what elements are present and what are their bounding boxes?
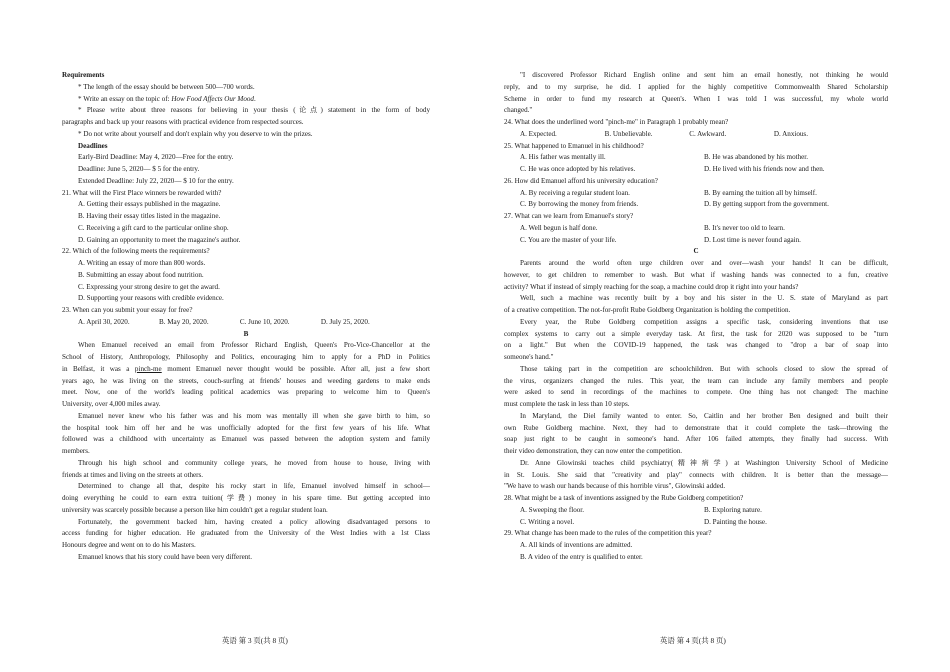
passage-c	[504, 258, 888, 493]
q23-option-a: A. April 30, 2020.	[78, 317, 130, 326]
requirement-item: paragraphs and back up your reasons with practical evidence from respected sources.	[62, 118, 304, 126]
q25-options-row-2	[504, 164, 888, 176]
deadlines-heading: Deadlines	[78, 141, 108, 150]
question-21-stem: 21. What will the First Place winners be rewarded with?	[62, 188, 222, 197]
right-page-column	[504, 70, 888, 564]
q27-option-d: D. Lost time is never found again.	[704, 235, 801, 244]
q26-options-row-2	[504, 199, 888, 211]
q29-option-b: B. A video of the entry is qualified to enter.	[520, 552, 643, 561]
section-b-heading: B	[243, 329, 249, 338]
q29-option-a: A. All kinds of inventions are admitted.	[520, 541, 633, 549]
requirement-item: * Do not write about yourself and don't explain why you deserve to win the prizes.	[78, 129, 313, 138]
q27-option-c: C. You are the master of your life.	[520, 235, 617, 244]
page-footer-left: 英语 第 3 页(共 8 页)	[222, 636, 288, 645]
question-25-stem: 25. What happened to Emanuel in his childhood?	[504, 141, 644, 150]
question-28-stem: 28. What might be a task of inventions assigned by the Rube Goldberg competition?	[504, 494, 744, 502]
q27-option-b: B. It's never too old to learn.	[704, 223, 785, 232]
q25-options-row-1	[504, 152, 888, 164]
underlined-word-pinch-me: pinch-me	[134, 364, 162, 373]
q21-option-c: C. Receiving a gift card to the particular online shop.	[78, 223, 229, 232]
q27-options-row-2	[504, 235, 888, 247]
left-page-column	[62, 70, 430, 564]
passage-line: School of History, Anthropology, Philosophy and Politics, encouraging him to apply for a PhD in Politics	[62, 353, 430, 361]
passage-line: Emanuel knows that his story could have been very different.	[78, 552, 253, 561]
passage-line: In Maryland, the Diel family wanted to enter. So, Caitlin and her brother Ben designed and built their	[520, 411, 888, 420]
q25-option-d: D. He lived with his friends now and then.	[704, 165, 825, 173]
q26-option-a: A. By receiving a regular student loan.	[520, 188, 630, 197]
passage-line: Scheme in order to fund my research at Queen's. When I was told I was successful, my whole world	[504, 94, 888, 103]
passage-line: Emanuel never knew who his father was and his mom was mentally ill when she gave birth to him, so	[78, 411, 430, 420]
passage-line: soap just right to be caught in someone's hand. After 106 failed attempts, they finally had success. With	[504, 435, 888, 444]
q22-option-d: D. Supporting your reasons with credible evidence.	[78, 294, 224, 303]
passage-line: must complete the task in less than 10 steps.	[504, 400, 630, 408]
question-23-stem: 23. When can you submit your essay for free?	[62, 306, 193, 314]
passage-line: the virus, organizers changed the rules. This year, the team can include any family members and people	[504, 376, 888, 385]
question-27-stem: 27. What can we learn from Emanuel's story?	[504, 212, 634, 220]
q28-options-row-2	[504, 517, 888, 529]
passage-line: Fortunately, the government backed him, having created a policy allowing disadvantaged persons to	[78, 517, 430, 526]
passage-line: "I discovered Professor Richard English online and sent him an email honestly, not thinking he would	[520, 71, 888, 79]
deadline-item: Deadline: June 5, 2020— $ 5 for the entry.	[78, 165, 200, 173]
passage-line: members.	[62, 447, 90, 455]
question-26-stem: 26. How did Emanuel afford his university education?	[504, 176, 658, 185]
q24-option-d: D. Anxious.	[773, 129, 808, 138]
q28-option-d: D. Painting the house.	[704, 517, 767, 526]
passage-line: however, to get children to remember to wash. But what if washing hands was connected to a fun, creative	[504, 270, 888, 279]
q26-option-c: C. By borrowing the money from friends.	[520, 200, 639, 209]
question-29-stem: 29. What change has been made to the rules of the competition this year?	[504, 529, 712, 538]
passage-line: activity? What if instead of simply reaching for the soap, a machine could drop it right into your hands?	[504, 282, 799, 291]
q28-option-c: C. Writing a novel.	[520, 517, 575, 526]
q21-option-d: D. Gaining an opportunity to meet the magazine's author.	[78, 235, 241, 244]
deadline-item: Early-Bird Deadline: May 4, 2020—Free for the entry.	[78, 153, 234, 162]
q24-options	[504, 129, 888, 141]
q24-option-b: B. Unbelievable.	[604, 129, 653, 138]
passage-line: of a creative competition. The not-for-profit Rube Goldberg Organization is holding the competition.	[504, 306, 791, 314]
q21-option-a: A. Getting their essays published in the magazine.	[78, 200, 221, 209]
passage-line: in St. Louis. She said that "creativity and play" connects with children. It is better than the message—	[504, 470, 888, 479]
section-c-heading: C	[693, 247, 699, 256]
passage-b-continued	[504, 70, 888, 117]
passage-line: someone's hand."	[504, 353, 554, 361]
q24-option-c: C. Awkward.	[689, 129, 727, 138]
q24-option-a: A. Expected.	[520, 129, 557, 138]
passage-line: When Emanuel received an email from Professor Richard English, Queen's Pro-Vice-Chancellor at the	[78, 341, 430, 350]
q26-option-b: B. By earning the tuition all by himself.	[704, 188, 817, 197]
question-24-stem: 24. What does the underlined word "pinch-me" in Paragraph 1 probably mean?	[504, 118, 729, 126]
q27-option-a: A. Well begun is half done.	[520, 223, 598, 232]
passage-line: Those taking part in the competition are schoolchildren. But with schools closed to slow the spread of	[520, 364, 888, 373]
passage-line: changed."	[504, 106, 533, 115]
passage-b	[62, 340, 430, 563]
q21-option-b: B. Having their essay titles listed in the magazine.	[78, 212, 221, 220]
q23-option-d: D. July 25, 2020.	[320, 317, 370, 326]
passage-line: on a light." But when the COVID-19 happened, the task was changed to "drop a bar of soap into	[504, 341, 888, 350]
passage-line: were asked to send in recordings of the machines to compete. One thing has not changed: The machine	[504, 388, 888, 397]
passage-line: years ago, he was living on the streets, couch-surfing at friends' houses and weeding gardens to make ends	[62, 376, 430, 385]
passage-line: Determined to change all that, despite his rocky start in life, Emanuel involved himself in school—	[78, 482, 430, 491]
passage-line: "We have to wash our hands because of this horrible virus", Glowinski added.	[504, 482, 726, 491]
passage-line: doing everything he could to earn extra tuition(学费) money in his spare time. But getting accepted into	[62, 494, 430, 502]
passage-line: Dr. Anne Glowinski teaches child psychiatry(精神病学) at Washington University School of Medicine	[520, 458, 888, 467]
passage-line: Through his high school and community college years, he moved from house to house, living with	[78, 458, 430, 467]
requirement-item: * The length of the essay should be between 500—700 words.	[78, 82, 255, 91]
essay-topic-title: How Food Affects Our Mood	[171, 94, 254, 103]
passage-line: Every year, the Rube Goldberg competition assigns a specific task, considering inventions that use	[520, 317, 888, 326]
requirement-item: * Write an essay on the topic of: How Food Affects Our Mood.	[78, 94, 256, 103]
passage-line: friends at times and living on the streets at others.	[62, 470, 204, 479]
q22-option-b: B. Submitting an essay about food nutrition.	[78, 270, 204, 279]
passage-line: the hospital took him off her and he was unofficially adopted for the first few years of his life. What	[62, 423, 430, 432]
q22-option-c: C. Expressing your strong desire to get the award.	[78, 282, 220, 291]
passage-line: meet. Now, one of the world's leading political academics was preparing to welcome him to Queen's	[62, 388, 430, 397]
passage-line: Parents around the world often urge children over and over—wash your hands! It can be difficult,	[520, 259, 888, 267]
q27-options-row-1	[504, 223, 888, 235]
q25-option-a: A. His father was mentally ill.	[520, 153, 606, 162]
passage-line: University, over 4,000 miles away.	[62, 400, 161, 408]
q26-options-row-1	[504, 188, 888, 200]
passage-line: Honours degree and went on to do his Masters.	[62, 541, 196, 549]
passage-line: access funding for higher education. He graduated from the University of the West Indies with a 1st Class	[62, 529, 430, 538]
requirement-item: * Please write about three reasons for believing in your thesis (论点) statement in the form of body	[78, 106, 430, 115]
q28-option-a: A. Sweeping the floor.	[520, 505, 585, 514]
passage-line: followed was a childhood with uncertainty as Emanuel was passed between the adoption system and family	[62, 435, 430, 444]
q26-option-d: D. By getting support from the government.	[704, 200, 829, 209]
q25-option-c: C. He was once adopted by his relatives.	[520, 165, 636, 173]
q25-option-b: B. He was abandoned by his mother.	[704, 153, 809, 162]
q28-options-row-1	[504, 505, 888, 517]
passage-line: in Belfast, it was a pinch-me moment Emanuel never thought would be possible. After all, just a few short	[62, 364, 430, 373]
passage-line: Well, such a machine was recently built by a boy and his sister in the U. S. state of Maryland as part	[520, 294, 888, 303]
passage-line: reply, and to my surprise, he did. I applied for the highly competitive Commonwealth Shared Scholarship	[504, 82, 888, 91]
deadline-item: Extended Deadline: July 22, 2020— $ 10 for the entry.	[78, 176, 234, 185]
requirements-heading: Requirements	[62, 71, 105, 79]
q22-option-a: A. Writing an essay of more than 800 words.	[78, 259, 206, 267]
passage-line: university was scarcely possible because a person like him couldn't get a regular student loan.	[62, 505, 328, 514]
q23-option-c: C. June 10, 2020.	[239, 317, 290, 326]
q23-option-b: B. May 20, 2020.	[158, 317, 209, 326]
passage-line: own Rube Goldberg machine. Next, they had to demonstrate that it could complete the task—throwing the	[504, 423, 888, 432]
page-footer-right: 英语 第 4 页(共 8 页)	[660, 636, 726, 645]
question-22-stem: 22. Which of the following meets the requirements?	[62, 247, 210, 256]
passage-line: their video demonstration, they can now enter the competition.	[504, 447, 683, 455]
passage-line: complex systems to carry out a simple everyday task. At first, the task for 2020 was supposed to be "turn	[504, 329, 888, 338]
q28-option-b: B. Exploring nature.	[704, 505, 762, 514]
q23-options	[62, 317, 430, 329]
